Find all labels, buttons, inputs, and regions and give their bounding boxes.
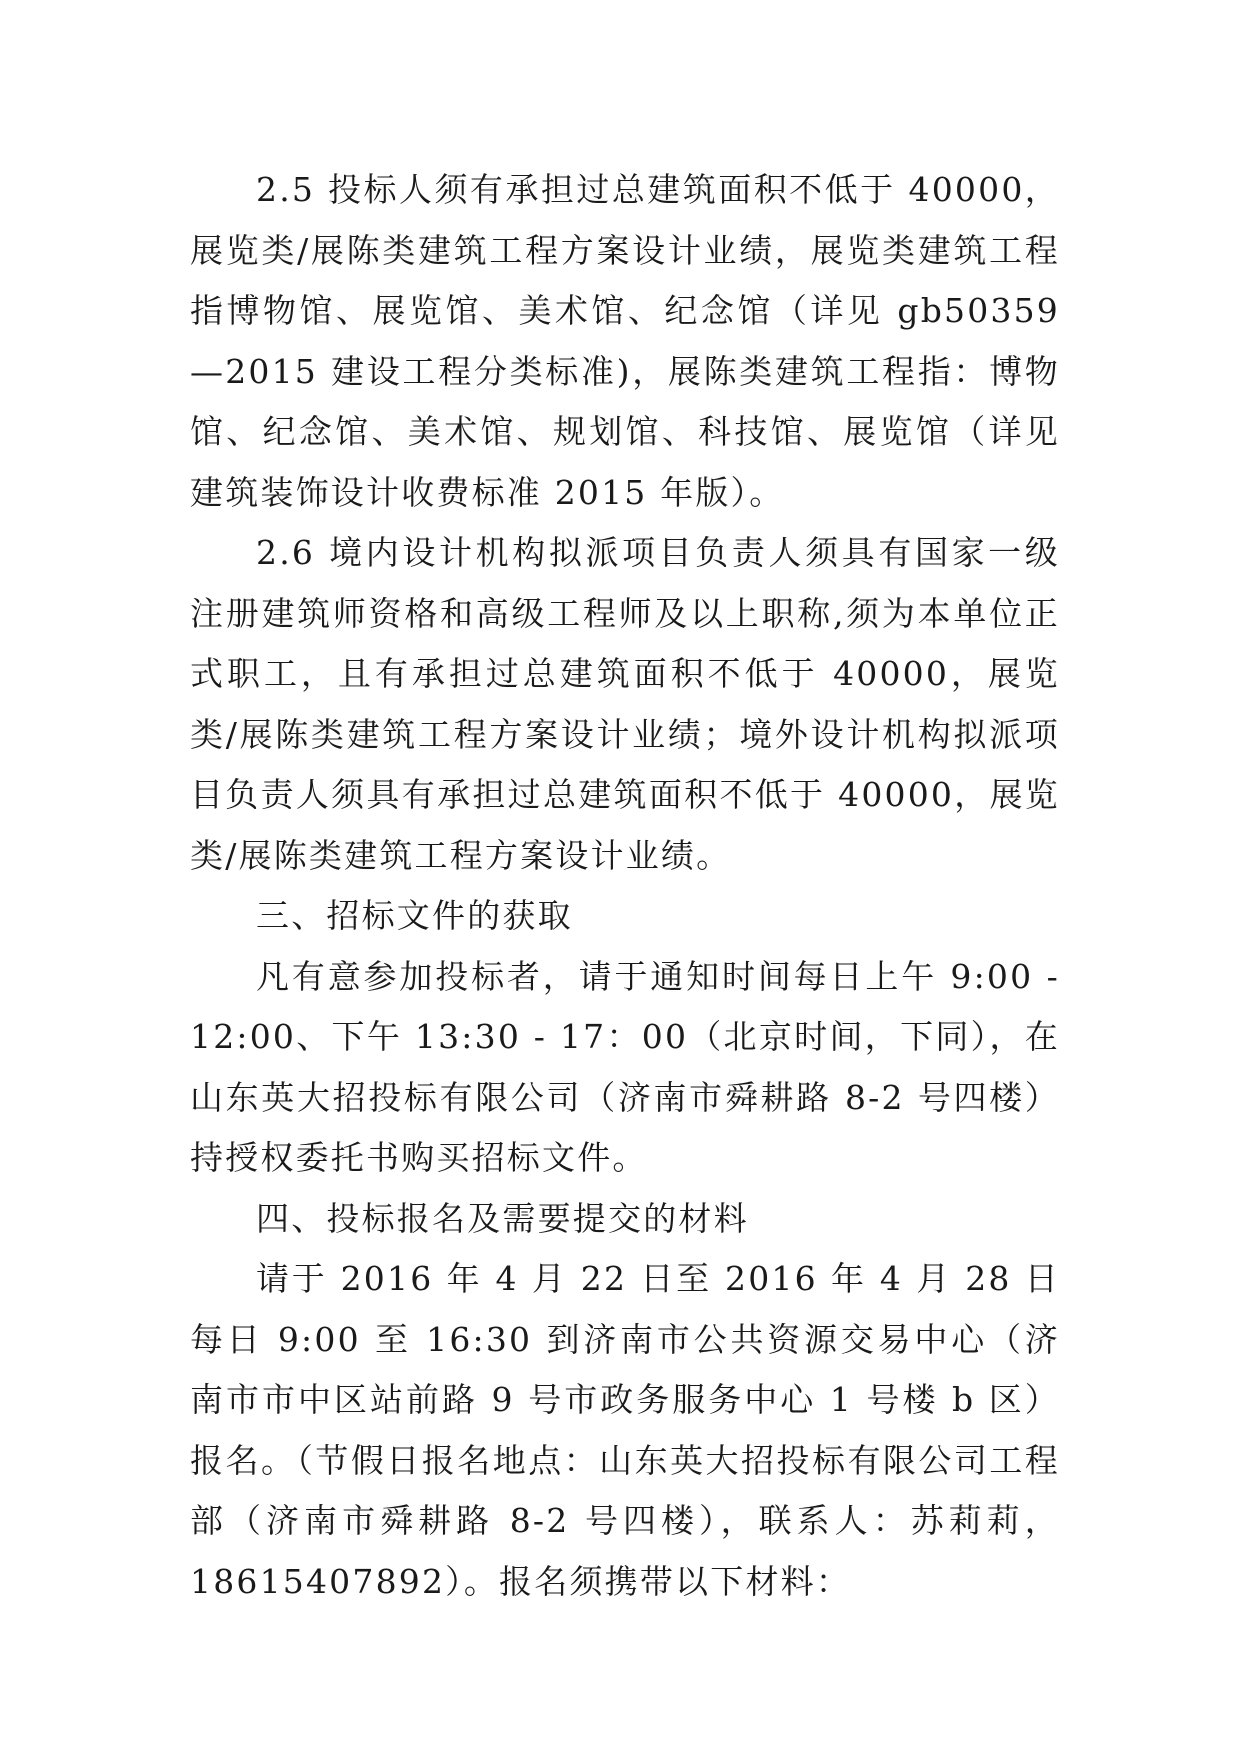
section-3-heading: 三、招标文件的获取 [256,896,573,935]
para-2-6-requirement: 2.6 境内设计机构拟派项目负责人须具有国家一级注册建筑师资格和高级工程师及以上职称,须为本单位正式职工，且有承担过总建筑面积不低于 40000，展览类/展陈类建筑工程方案设计业绩；境外设计机构拟派项目负责人须具有承担过总建筑面积不低于 40000，展览类/展陈类建筑工程方案设计业绩。 [190,533,1060,875]
para-obtain-documents: 凡有意参加投标者，请于通知时间每日上午 9:00 - 12:00、下午 13:30 - 17：00（北京时间，下同），在山东英大招投标有限公司（济南市舜耕路 8-2 号四楼）持授权委托书购买招标文件。 [190,956,1060,1177]
document-body [190,160,1060,1612]
section-4-heading: 四、投标报名及需要提交的材料 [256,1198,749,1238]
para-registration: 请于 2016 年 4 月 22 日至 2016 年 4 月 28 日每日 9:00 至 16:30 到济南市公共资源交易中心（济南市市中区站前路 9 号市政务服务中心 1 号楼 b 区）报名。（节假日报名地点：山东英大招投标有限公司工程部（济南市舜耕路 8-2 号四楼），联系人：苏莉莉，18615407892）。报名须携带以下材料： [190,1259,1060,1601]
para-2-5-requirement: 2.5 投标人须有承担过总建筑面积不低于 40000，展览类/展陈类建筑工程方案设计业绩，展览类建筑工程指博物馆、展览馆、美术馆、纪念馆（详见 gb50359—2015 建设工程分类标准)，展陈类建筑工程指：博物馆、纪念馆、美术馆、规划馆、科技馆、展览馆（详见建筑装饰设计收费标准 2015 年版）。 [190,170,1060,512]
